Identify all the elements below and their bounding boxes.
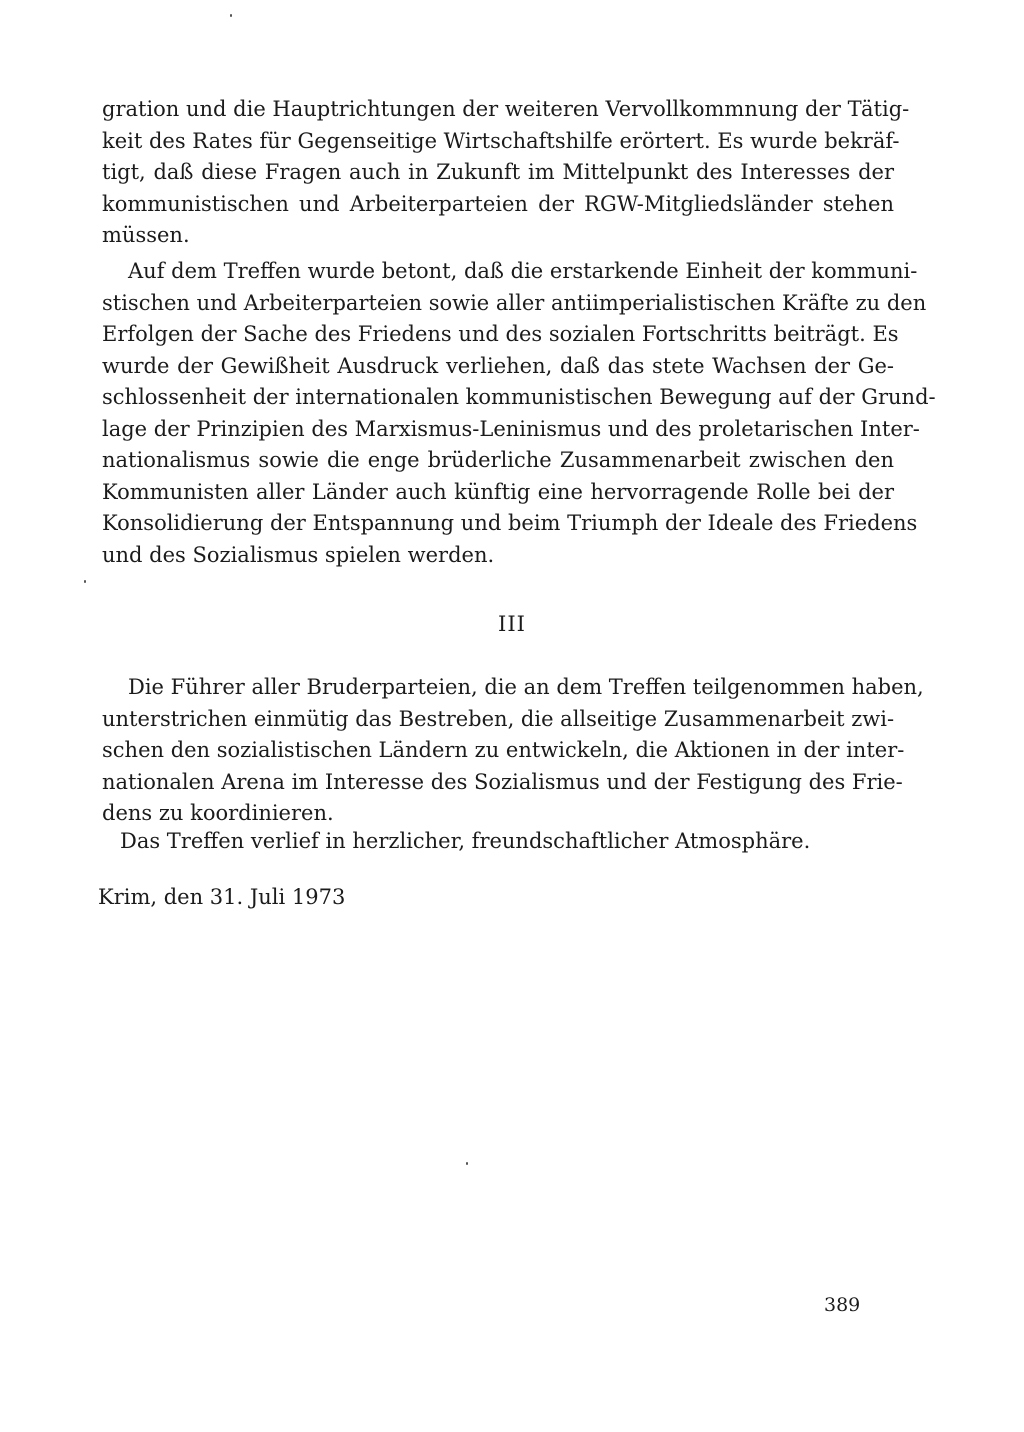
text-line: keit des Rates für Gegenseitige Wirtschaftshilfe erörtert. Es wurde bekräf-: [102, 128, 900, 153]
section-heading: III: [498, 612, 526, 636]
text-line: Kommunisten aller Länder auch künftig eine hervorragende Rolle bei der: [102, 479, 894, 504]
dateline: Krim, den 31. Juli 1973: [98, 885, 346, 909]
scan-speck: [230, 14, 232, 17]
text-line: schen den sozialistischen Ländern zu entwickeln, die Aktionen in der inter-: [102, 738, 905, 762]
text-line: stischen und Arbeiterparteien sowie aller antiimperialistischen Kräfte zu den: [102, 290, 927, 315]
text-line: nationalen Arena im Interesse des Sozialismus und der Festigung des Frie-: [102, 769, 903, 794]
text-line: tigt, daß diese Fragen auch in Zukunft im Mittelpunkt des Interesses der: [102, 160, 894, 184]
text-line: dens zu koordinieren.: [102, 801, 334, 825]
scan-speck: [84, 580, 86, 583]
page-number: 389: [824, 1294, 861, 1316]
text-line: müssen.: [102, 223, 190, 247]
text-line: nationalismus sowie die enge brüderliche Zusammenarbeit zwischen den: [102, 448, 894, 472]
text-line: lage der Prinzipien des Marxismus-Leninismus und des proletarischen Inter-: [102, 416, 920, 441]
text-line: Auf dem Treffen wurde betont, daß die erstarkende Einheit der kommuni-: [128, 259, 918, 283]
paragraph-continuation: [102, 94, 910, 252]
paragraph-meeting-unity: [102, 256, 936, 571]
scan-speck: [466, 1162, 468, 1165]
text-line: und des Sozialismus spielen werden.: [102, 542, 495, 567]
text-line: unterstrichen einmütig das Bestreben, die allseitige Zusammenarbeit zwi-: [102, 706, 895, 731]
text-line: Konsolidierung der Entspannung und beim Triumph der Ideale des Friedens: [102, 511, 918, 535]
text-line: kommunistischen und Arbeiterparteien der RGW-Mitgliedsländer stehen: [102, 191, 894, 216]
text-line: gration und die Hauptrichtungen der weiteren Vervollkommnung der Tätig-: [102, 97, 910, 121]
text-line: Die Führer aller Bruderparteien, die an dem Treffen teilgenommen haben,: [128, 675, 924, 699]
paragraph-party-leaders: [102, 672, 924, 830]
text-line: schlossenheit der internationalen kommunistischen Bewegung auf der Grund-: [102, 385, 936, 409]
text-line: Erfolgen der Sache des Friedens und des sozialen Fortschritts beiträgt. Es: [102, 322, 899, 346]
text-line: wurde der Gewißheit Ausdruck verliehen, daß das stete Wachsen der Ge-: [102, 353, 894, 378]
closing-sentence: Das Treffen verlief in herzlicher, freundschaftlicher Atmosphäre.: [120, 829, 811, 853]
